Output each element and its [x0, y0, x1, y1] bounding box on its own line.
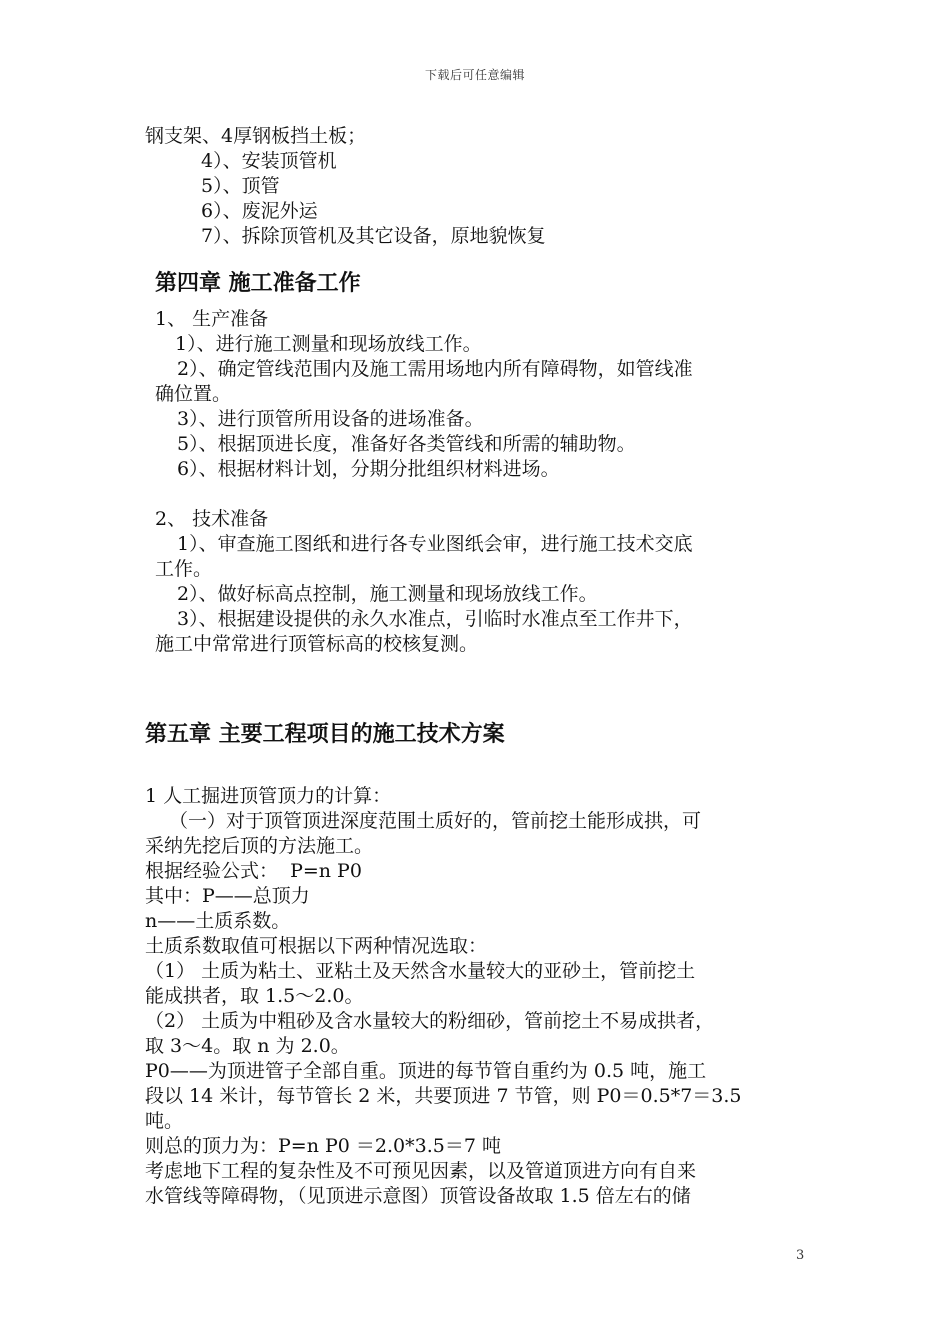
page-header: 下载后可任意编辑	[424, 68, 525, 82]
list-item: 2）、做好标高点控制，施工测量和现场放线工作。	[177, 583, 598, 605]
list-item: 6）、废泥外运	[201, 200, 318, 222]
chapter-4-title: 第四章 施工准备工作	[155, 271, 361, 296]
text-line: 1 人工掘进顶管顶力的计算：	[145, 785, 392, 807]
text-line: 土质系数取值可根据以下两种情况选取：	[145, 935, 488, 957]
page-number: 3	[796, 1248, 805, 1263]
text-line: 取 3～4。取 n 为 2.0。	[145, 1035, 350, 1057]
formula-line: 则总的顶力为：P=n P0 ＝2.0*3.5＝7 吨	[145, 1135, 501, 1157]
list-item-continuation: 确位置。	[155, 383, 232, 405]
text-line: P0——为顶进管子全部自重。顶进的每节管自重约为 0.5 吨，施工	[145, 1060, 707, 1082]
text-line: 其中：P——总顶力	[145, 885, 310, 907]
text-line: 能成拱者，取 1.5～2.0。	[145, 985, 364, 1007]
list-item: 5）、根据顶进长度，准备好各类管线和所需的辅助物。	[177, 433, 636, 455]
list-item-continuation: 工作。	[155, 558, 213, 580]
list-item: 1）、审查施工图纸和进行各专业图纸会审，进行施工技术交底	[177, 533, 693, 555]
list-item: 5）、顶管	[201, 175, 280, 197]
list-item: 3）、进行顶管所用设备的进场准备。	[177, 408, 484, 430]
chapter-5-title: 第五章 主要工程项目的施工技术方案	[145, 722, 505, 747]
text-line: 吨。	[145, 1110, 184, 1132]
list-item: 2）、确定管线范围内及施工需用场地内所有障碍物，如管线准	[177, 358, 693, 380]
text-line: 考虑地下工程的复杂性及不可预见因素，以及管道顶进方向有自来	[145, 1160, 697, 1182]
list-item: 4）、安装顶管机	[201, 150, 337, 172]
text-line: （1） 土质为粘土、亚粘土及天然含水量较大的亚砂土，管前挖土	[145, 960, 696, 982]
section-heading-technical: 2、 技术准备	[155, 508, 269, 530]
formula-line: 根据经验公式： P=n P0	[145, 860, 362, 882]
text-line: （一）对于顶管顶进深度范围土质好的，管前挖土能形成拱，可	[169, 810, 702, 832]
list-item-continuation: 施工中常常进行顶管标高的校核复测。	[155, 633, 479, 655]
list-item: 1）、进行施工测量和现场放线工作。	[175, 333, 482, 355]
text-line: n——土质系数。	[145, 910, 291, 932]
text-line: 段以 14 米计，每节管长 2 米，共要顶进 7 节管，则 P0＝0.5*7＝3.5	[145, 1085, 742, 1107]
list-item: 7）、拆除顶管机及其它设备，原地貌恢复	[201, 225, 546, 247]
list-item: 3）、根据建设提供的永久水准点，引临时水准点至工作井下，	[177, 608, 693, 630]
section-heading-production: 1、 生产准备	[155, 308, 269, 330]
text-line: 水管线等障碍物，（见顶进示意图）顶管设备故取 1.5 倍左右的储	[145, 1185, 691, 1207]
text-line: （2） 土质为中粗砂及含水量较大的粉细砂，管前挖土不易成拱者，	[145, 1010, 715, 1032]
list-item: 6）、根据材料计划，分期分批组织材料进场。	[177, 458, 560, 480]
text-line: 采纳先挖后顶的方法施工。	[145, 835, 374, 857]
text-line: 钢支架、4厚钢板挡土板；	[145, 125, 367, 147]
document-body	[145, 124, 809, 1209]
